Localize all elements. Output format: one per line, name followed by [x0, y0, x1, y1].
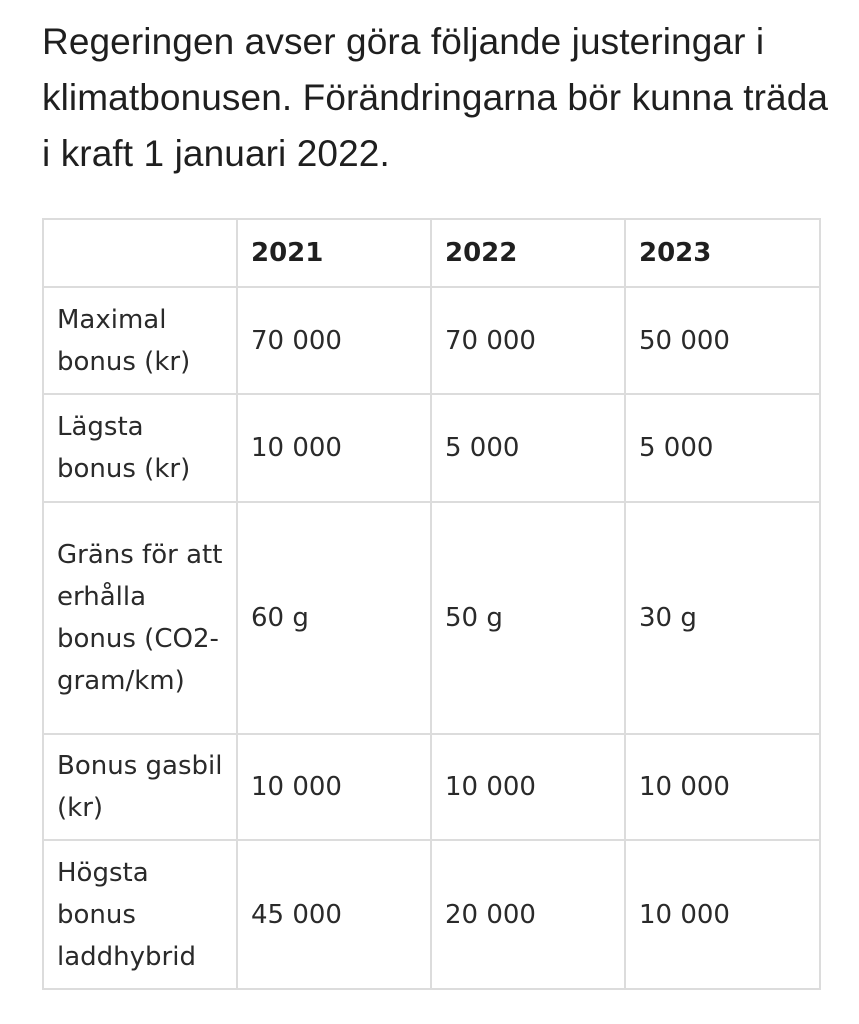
table-cell: 10 000 — [625, 840, 820, 989]
table-cell: 45 000 — [237, 840, 431, 989]
header-cell-2023: 2023 — [625, 219, 820, 287]
table-cell: 10 000 — [625, 734, 820, 840]
table-cell: 50 g — [431, 502, 625, 734]
climate-bonus-table — [42, 218, 821, 990]
table-cell: 10 000 — [237, 734, 431, 840]
table-cell: 70 000 — [237, 287, 431, 394]
table-cell: 10 000 — [237, 394, 431, 502]
row-label: Maximal bonus (kr) — [43, 287, 237, 394]
header-cell-2022: 2022 — [431, 219, 625, 287]
table-cell: 20 000 — [431, 840, 625, 989]
row-label: Högsta bonus laddhybrid — [43, 840, 237, 989]
table-cell: 30 g — [625, 502, 820, 734]
table-row — [43, 502, 820, 734]
row-label: Gräns för att erhålla bonus (CO2-gram/km) — [43, 502, 237, 734]
header-cell-empty — [43, 219, 237, 287]
table-cell: 70 000 — [431, 287, 625, 394]
table-cell: 5 000 — [625, 394, 820, 502]
row-label: Lägsta bonus (kr) — [43, 394, 237, 502]
table-header-row — [43, 219, 820, 287]
table-row — [43, 394, 820, 502]
table-cell: 60 g — [237, 502, 431, 734]
table-cell: 50 000 — [625, 287, 820, 394]
table-row — [43, 287, 820, 394]
table-row — [43, 734, 820, 840]
table-cell: 10 000 — [431, 734, 625, 840]
table-cell: 5 000 — [431, 394, 625, 502]
row-label: Bonus gasbil (kr) — [43, 734, 237, 840]
table-row — [43, 840, 820, 989]
header-cell-2021: 2021 — [237, 219, 431, 287]
intro-paragraph: Regeringen avser göra följande justeringar i klimatbonusen. Förändringarna bör kunna träda i kraft 1 januari 2022. — [42, 21, 829, 174]
